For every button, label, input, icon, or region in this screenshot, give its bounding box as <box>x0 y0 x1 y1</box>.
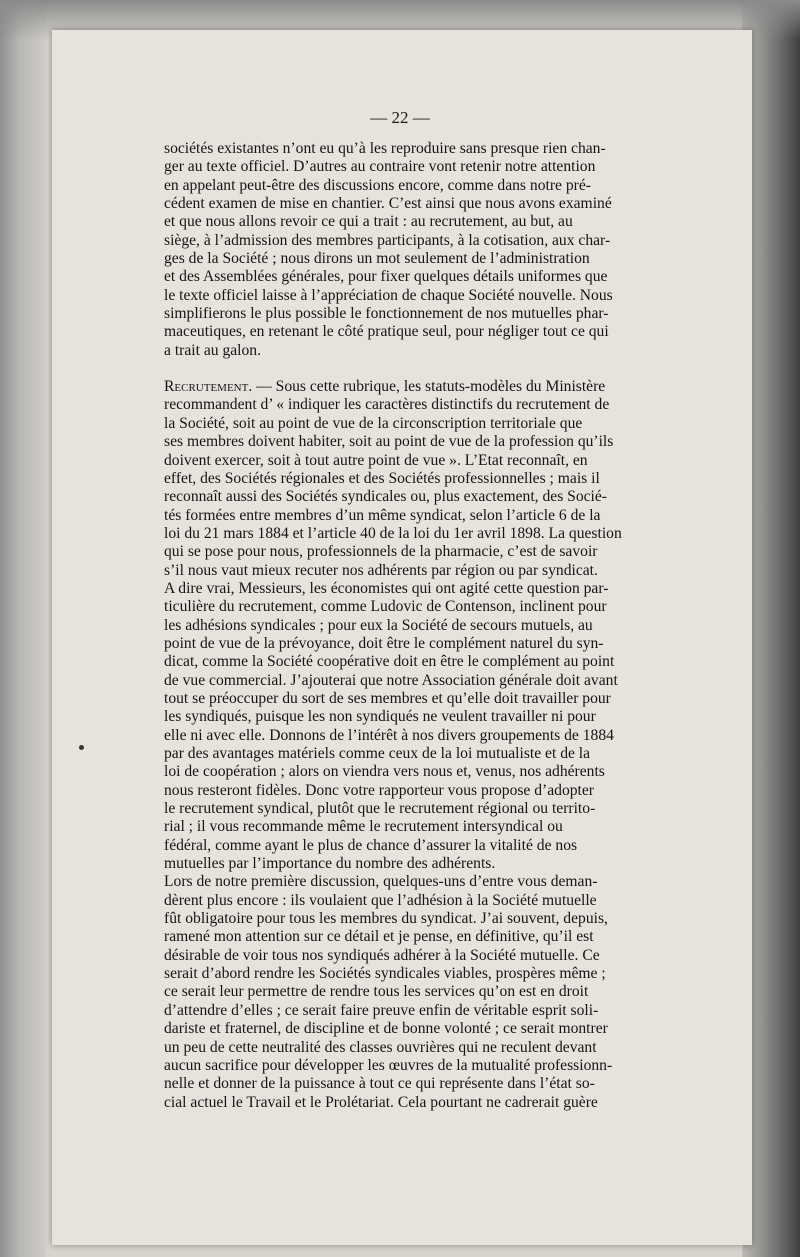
page-number: — 22 — <box>370 108 430 127</box>
text-line: ger au texte officiel. D’autres au contraire vont retenir notre attention <box>164 158 596 176</box>
body-text <box>164 140 716 1112</box>
text-line: mutuelles par l’importance du nombre des adhérents. <box>164 855 496 873</box>
text-line: d’attendre d’elles ; ce serait faire preuve enfin de véritable esprit soli- <box>164 1001 599 1019</box>
text-line: nelle et donner de la puissance à tout ce qui représente dans l’état so- <box>164 1075 595 1093</box>
text-line: ges de la Société ; nous dirons un mot seulement de l’administration <box>164 250 590 268</box>
text-line: fût obligatoire pour tous les membres du syndicat. J’ai souvent, depuis, <box>164 910 608 928</box>
text-line: les syndiqués, puisque les non syndiqués ne veulent travailler ni pour <box>164 708 596 726</box>
text-line: en appelant peut-être des discussions encore, comme dans notre pré- <box>164 176 591 194</box>
text-line: loi du 21 mars 1884 et l’article 40 de la loi du 1er avril 1898. La question <box>164 524 622 542</box>
text-line: la Société, soit au point de vue de la circonscription territoriale que <box>164 414 583 432</box>
text-line: le recrutement syndical, plutôt que le recrutement régional ou territo- <box>164 800 596 818</box>
paragraph-recrutement <box>164 378 716 873</box>
text-line: dicat, comme la Société coopérative doit en être le complément au point <box>164 653 615 671</box>
text-line: effet, des Sociétés régionales et des Sociétés professionnelles ; mais il <box>164 469 600 487</box>
text-line: et que nous allons revoir ce qui a trait : au recrutement, au but, au <box>164 213 573 231</box>
text-line: dariste et fraternel, de discipline et de bonne volonté ; ce serait montrer <box>164 1020 608 1038</box>
text-line: aucun sacrifice pour développer les œuvres de la mutualité professionn- <box>164 1056 613 1074</box>
text-line: nous resteront fidèles. Donc votre rapporteur vous propose d’adopter <box>164 781 595 799</box>
text-line: et des Assemblées générales, pour fixer quelques détails uniformes que <box>164 268 608 286</box>
text-line: tés formées entre membres d’un même syndicat, selon l’article 6 de la <box>164 506 601 524</box>
text-line: siège, à l’admission des membres participants, à la cotisation, aux char- <box>164 231 611 249</box>
text-line: cial actuel le Travail et le Prolétariat. Cela pourtant ne cadrerait guère <box>164 1093 598 1111</box>
text-line: ce serait leur permettre de rendre tous les services qu’on est en droit <box>164 983 589 1001</box>
text-line: doivent exercer, soit à tout autre point de vue ». L’Etat reconnaît, en <box>164 451 588 469</box>
margin-dot <box>79 745 84 750</box>
text-line: un peu de cette neutralité des classes ouvrières qui ne reculent devant <box>164 1038 597 1056</box>
text-line: serait d’abord rendre les Sociétés syndicales viables, prospères même ; <box>164 965 606 983</box>
text-line: ticulière du recrutement, comme Ludovic de Contenson, inclinent pour <box>164 598 607 616</box>
paragraph-intro <box>164 140 716 360</box>
text-line: Lors de notre première discussion, quelques-uns d’entre vous deman- <box>164 873 598 891</box>
text-line: sociétés existantes n’ont eu qu’à les reproduire sans presque rien chan- <box>164 140 606 157</box>
text-line: loi de coopération ; alors on viendra vers nous et, venus, nos adhérents <box>164 763 605 781</box>
text-line: cédent examen de mise en chantier. C’est ainsi que nous avons examiné <box>164 195 612 213</box>
text-line: A dire vrai, Messieurs, les économistes qui ont agité cette question par- <box>164 579 609 597</box>
text-line: de vue commercial. J’ajouterai que notre Association générale doit avant <box>164 671 618 689</box>
text-line: reconnaît aussi des Sociétés syndicales ou, plus exactement, des Socié- <box>164 488 607 506</box>
text-line: elle ni avec elle. Donnons de l’intérêt à nos divers groupements de 1884 <box>164 726 614 744</box>
text-line: dèrent plus encore : ils voulaient que l’adhésion à la Société mutuelle <box>164 891 597 909</box>
text-line: a trait au galon. <box>164 341 261 359</box>
text-line: s’il nous vaut mieux recuter nos adhérents par région ou par syndicat. <box>164 561 598 579</box>
text-line: ses membres doivent habiter, soit au point de vue de la profession qu’ils <box>164 433 614 451</box>
text-line: maceutiques, en retenant le côté pratique seul, pour négliger tout ce qui <box>164 323 609 341</box>
text-line: fédéral, comme ayant le plus de chance d’assurer la vitalité de nos <box>164 836 578 854</box>
text-line: simplifierons le plus possible le fonctionnement de nos mutuelles phar- <box>164 305 609 323</box>
text-line: le texte officiel laisse à l’appréciation de chaque Société nouvelle. Nous <box>164 286 613 304</box>
text-line: par des avantages matériels comme ceux de la loi mutualiste et de la <box>164 745 591 762</box>
text-line: qui se pose pour nous, professionnels de la pharmacie, c’est de savoir <box>164 543 598 561</box>
text-line: rial ; il vous recommande même le recrutement intersyndical ou <box>164 818 563 836</box>
text-line: Recrutement. — Sous cette rubrique, les statuts-modèles du Ministère <box>164 378 606 396</box>
text-line: recommandent d’ « indiquer les caractères distinctifs du recrutement de <box>164 396 610 414</box>
paragraph-discussion <box>164 873 716 1111</box>
text-line: les adhésions syndicales ; pour eux la Société de secours mutuels, au <box>164 616 593 634</box>
text-line: tout se préoccuper du sort de ses membres et qu’elle doit travailler pour <box>164 689 611 707</box>
text-line: ramené mon attention sur ce détail et je pense, en définitive, qu’il est <box>164 928 594 946</box>
text-line: point de vue de la prévoyance, doit être le complément naturel du syn- <box>164 634 604 652</box>
section-lead: Recrutement. <box>164 378 253 396</box>
text-line: désirable de voir tous nos syndiqués adhérer à la Société mutuelle. Ce <box>164 946 600 964</box>
scan-left-edge <box>0 0 46 1257</box>
